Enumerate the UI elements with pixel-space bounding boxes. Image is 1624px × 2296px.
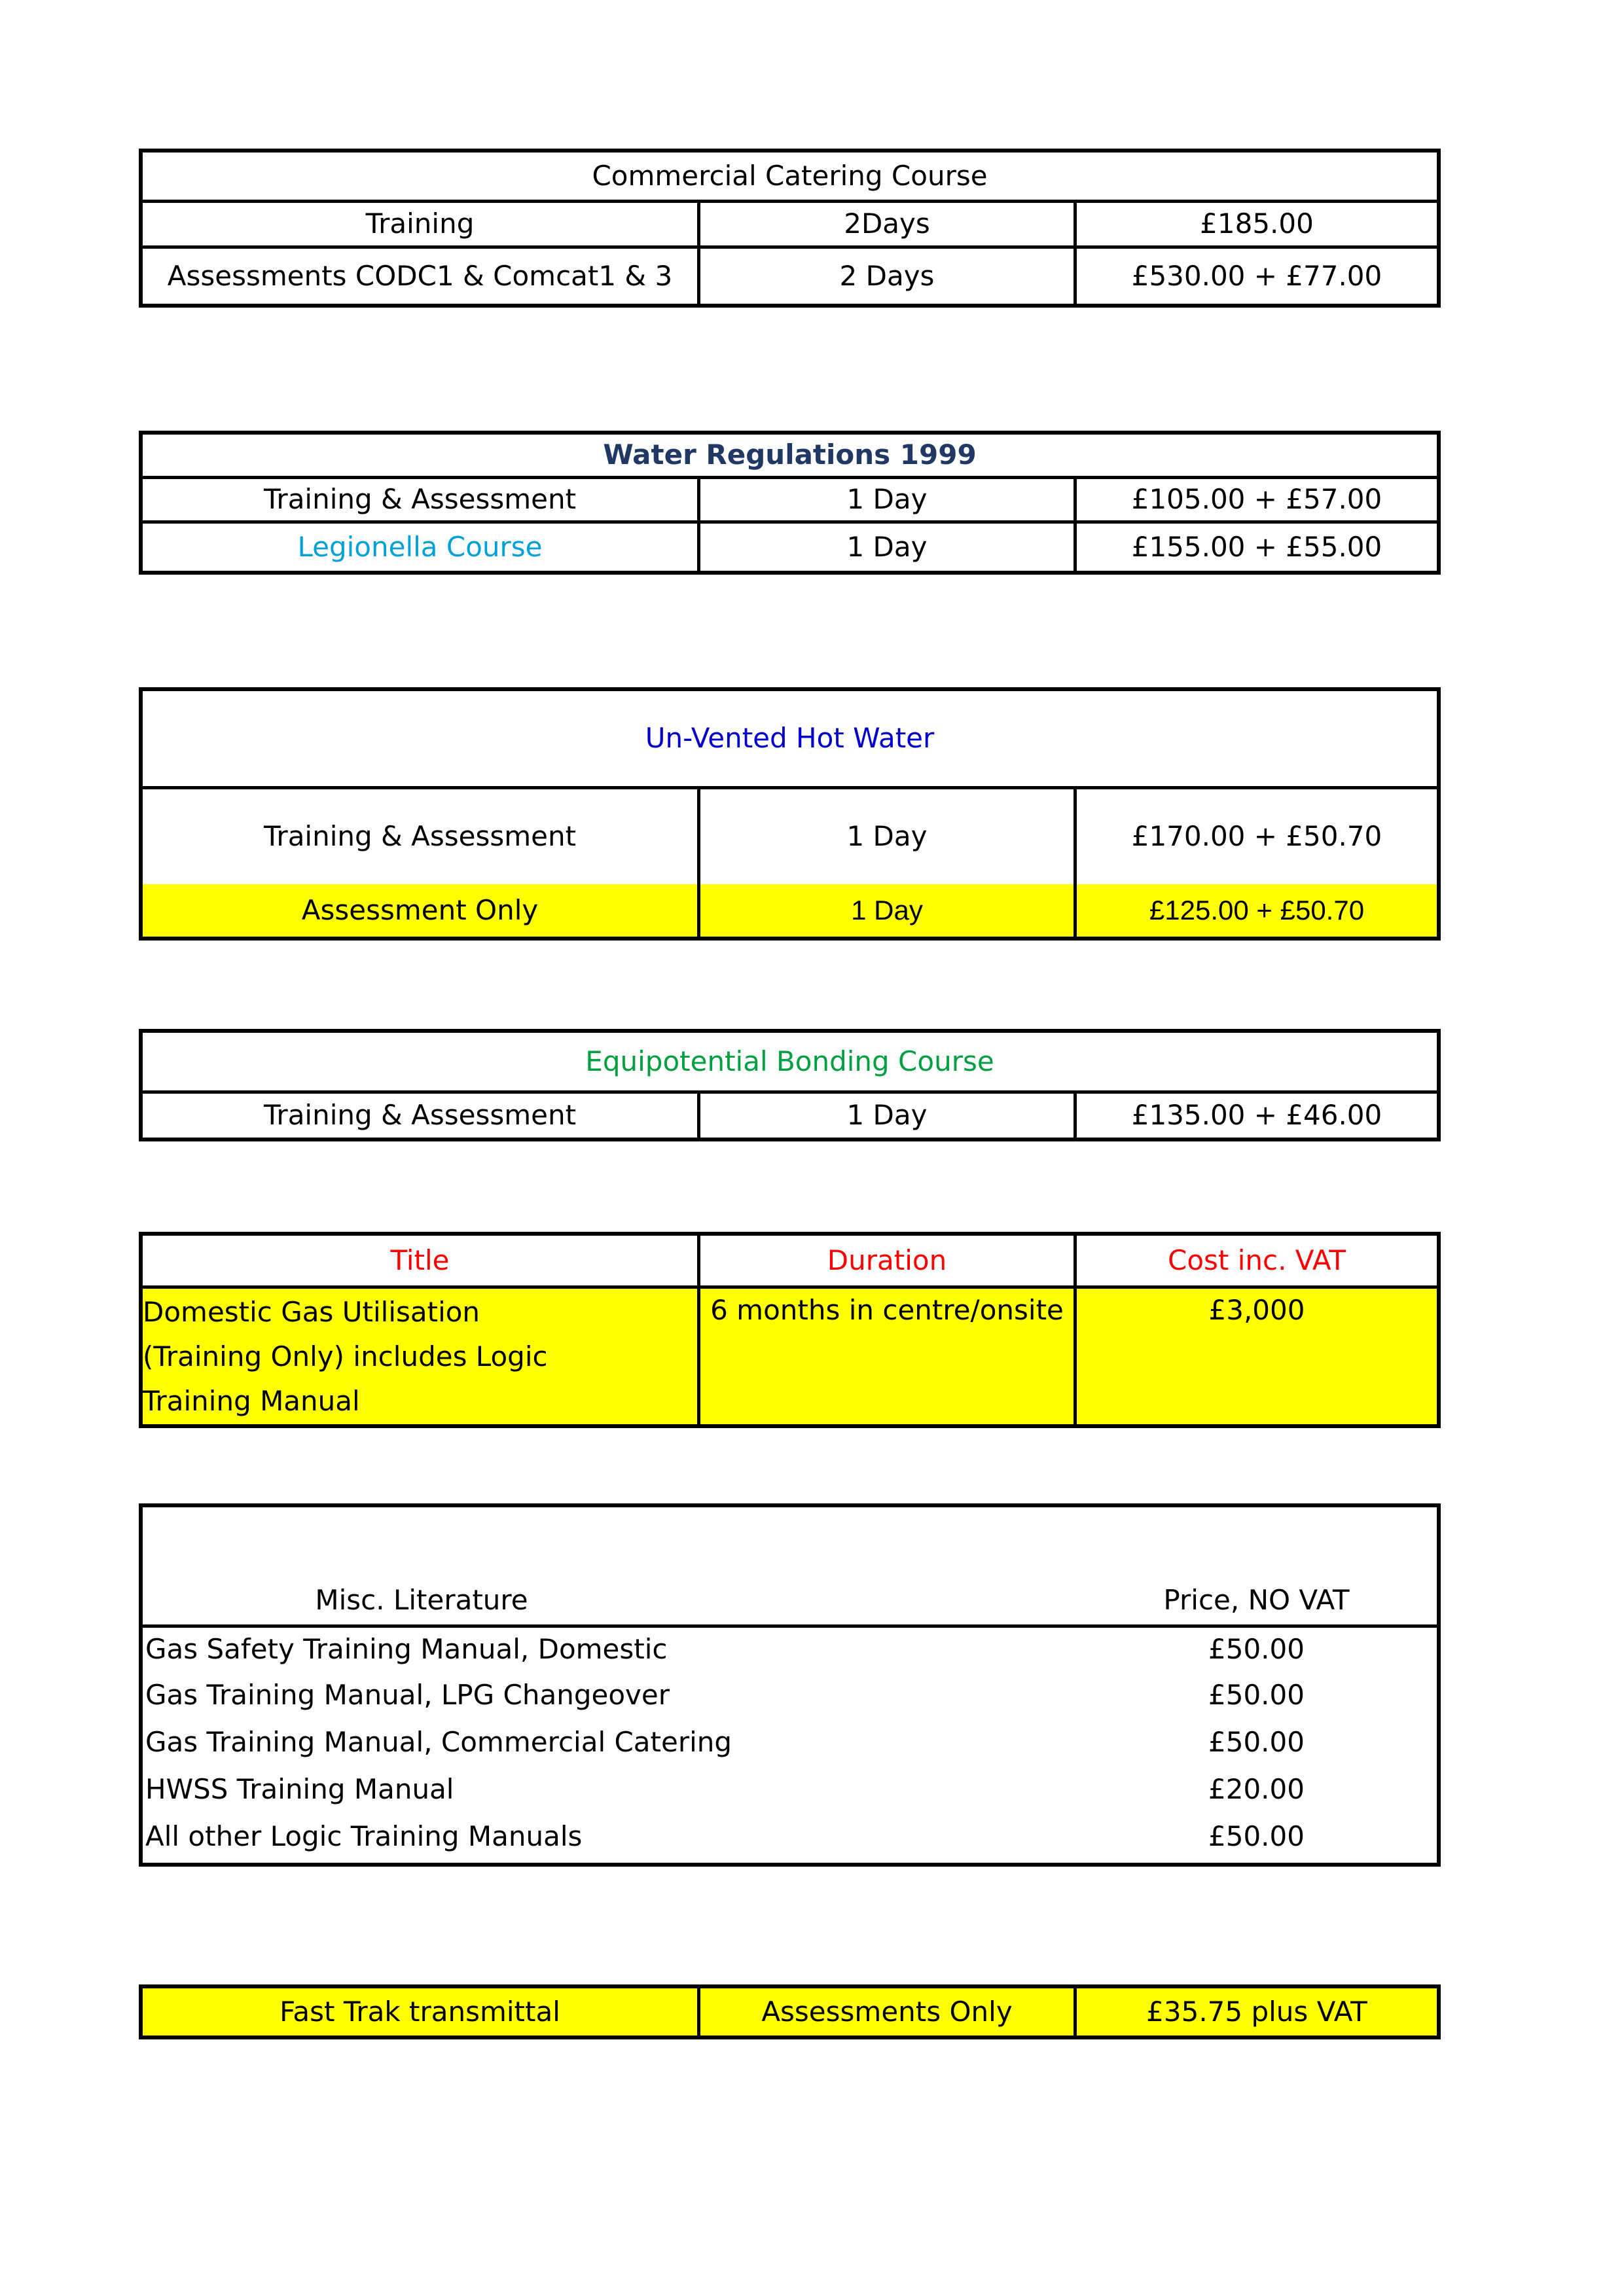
fast-trak-table	[139, 1984, 1441, 2039]
domestic-gas-table	[139, 1232, 1441, 1428]
unvented-hot-water-table	[139, 687, 1441, 941]
equipotential-bonding-table	[139, 1029, 1441, 1141]
course-cost: £135.00 + £46.00	[1131, 1099, 1382, 1132]
literature-price: £50.00	[1208, 1725, 1305, 1758]
literature-name: Gas Training Manual, Commercial Catering	[145, 1725, 732, 1758]
water-regulations-table	[139, 431, 1441, 575]
table-row-highlighted	[143, 1285, 1437, 1424]
fast-trak-item: Fast Trak transmittal	[143, 1988, 700, 2036]
title-line: Domestic Gas Utilisation	[143, 1295, 480, 1328]
table-title-row	[143, 152, 1437, 200]
water-regulations-title: Water Regulations 1999	[603, 439, 977, 471]
course-duration: 1 Day	[700, 1094, 1077, 1138]
course-cost: £3,000	[1208, 1294, 1305, 1326]
literature-name: All other Logic Training Manuals	[145, 1820, 583, 1852]
course-duration: 2 Days	[700, 249, 1077, 304]
course-duration: 1 Day	[700, 884, 1077, 937]
course-item: Training & Assessment	[143, 479, 700, 520]
course-duration: 2Days	[700, 203, 1077, 245]
course-cost: £530.00 + £77.00	[1131, 259, 1382, 292]
commercial-catering-table	[139, 149, 1441, 308]
table-row	[143, 786, 1437, 884]
misc-literature-label: Misc. Literature	[315, 1583, 528, 1616]
list-item	[143, 1766, 1437, 1813]
literature-price: £20.00	[1208, 1772, 1305, 1805]
table-row-highlighted	[143, 884, 1437, 937]
price-header: Price, NO VAT	[1163, 1583, 1350, 1616]
literature-price: £50.00	[1208, 1633, 1305, 1666]
table-title-row	[143, 691, 1437, 786]
table-title-row	[143, 435, 1437, 476]
course-duration: 1 Day	[700, 789, 1077, 884]
course-cost: £185.00	[1200, 207, 1314, 240]
domestic-gas-title	[143, 1289, 700, 1424]
header-title: Title	[143, 1236, 700, 1285]
table-row	[143, 520, 1437, 571]
course-item: Assessments CODC1 & Comcat1 & 3	[143, 249, 700, 304]
course-cost: £125.00 + £50.70	[1149, 894, 1365, 925]
course-duration: 1 Day	[700, 524, 1077, 571]
course-item: Training & Assessment	[143, 789, 700, 884]
literature-name: HWSS Training Manual	[145, 1772, 454, 1805]
course-item: Training & Assessment	[143, 1094, 700, 1138]
header-cost: Cost inc. VAT	[1168, 1244, 1346, 1276]
fast-trak-cost: £35.75 plus VAT	[1146, 1995, 1367, 2028]
literature-price: £50.00	[1208, 1820, 1305, 1852]
title-line: (Training Only) includes Logic	[143, 1340, 548, 1372]
table-header-row	[143, 1507, 1437, 1624]
list-item	[143, 1719, 1437, 1766]
legionella-course-item: Legionella Course	[143, 524, 700, 571]
course-duration: 6 months in centre/onsite	[700, 1289, 1077, 1424]
course-cost: £170.00 + £50.70	[1131, 820, 1382, 853]
course-item: Training	[143, 203, 700, 245]
table-row	[143, 200, 1437, 245]
spacer	[700, 1617, 1076, 1624]
table-header-row	[143, 1236, 1437, 1285]
literature-price: £50.00	[1208, 1678, 1305, 1711]
unvented-hot-water-title: Un-Vented Hot Water	[645, 722, 935, 755]
header-duration: Duration	[700, 1236, 1077, 1285]
table-row	[143, 245, 1437, 304]
literature-name: Gas Training Manual, LPG Changeover	[145, 1678, 670, 1711]
list-item	[143, 1813, 1437, 1860]
literature-list	[143, 1624, 1437, 1863]
commercial-catering-title: Commercial Catering Course	[592, 159, 988, 192]
course-cost: £105.00 + £57.00	[1131, 483, 1382, 516]
course-item: Assessment Only	[143, 884, 700, 937]
misc-literature-table	[139, 1503, 1441, 1867]
table-row-highlighted	[143, 1988, 1437, 2036]
literature-name: Gas Safety Training Manual, Domestic	[145, 1633, 668, 1666]
title-line: Training Manual	[143, 1384, 360, 1417]
course-cost: £155.00 + £55.00	[1131, 530, 1382, 563]
list-item	[143, 1624, 1437, 1672]
fast-trak-type: Assessments Only	[700, 1988, 1077, 2036]
table-row	[143, 476, 1437, 520]
table-row	[143, 1090, 1437, 1138]
equipotential-bonding-title: Equipotential Bonding Course	[585, 1045, 994, 1077]
course-duration: 1 Day	[700, 479, 1077, 520]
list-item	[143, 1672, 1437, 1719]
table-title-row	[143, 1033, 1437, 1090]
